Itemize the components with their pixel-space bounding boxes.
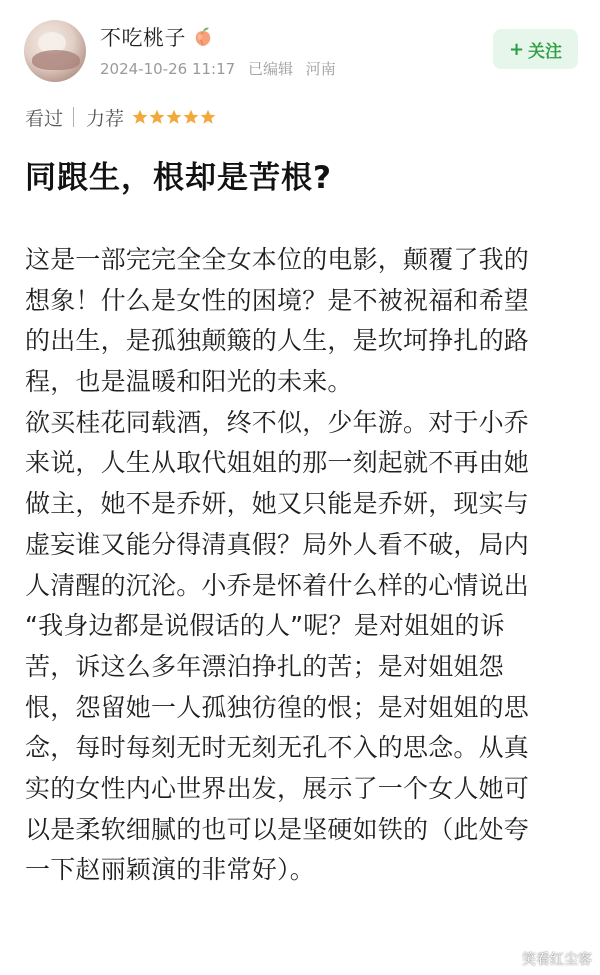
- review-body: [25, 240, 580, 891]
- post-meta: [100, 58, 344, 79]
- body-line: 虚妄谁又能分得清真假？局外人看不破，局内: [25, 529, 530, 559]
- review-title: 同跟生，根却是苦根?: [25, 160, 332, 196]
- body-line: 恨，怨留她一人孤独彷徨的恨；是对姐姐的思: [25, 692, 530, 722]
- rating-row: [25, 103, 217, 131]
- recommend-label: 力荐: [86, 107, 125, 130]
- review-header: [0, 0, 600, 92]
- avatar-shadow: [32, 50, 80, 70]
- body-line: 以是柔软细腻的也可以是坚硬如铁的（此处夸: [25, 814, 530, 844]
- star-icon: [166, 109, 182, 125]
- star-icon: [183, 109, 199, 125]
- body-line: 这是一部完完全全女本位的电影，颠覆了我的: [25, 245, 530, 274]
- body-line: 人清醒的沉沦。小乔是怀着什么样的心情说出: [25, 570, 530, 600]
- body-line: “我身边都是说假话的人”呢？是对姐姐的诉: [25, 611, 505, 641]
- location-label: 河南: [305, 60, 336, 78]
- star-icon: [149, 109, 165, 125]
- user-avatar[interactable]: [24, 20, 86, 82]
- watched-status: 看过: [25, 107, 64, 130]
- plus-icon: +: [508, 38, 525, 60]
- post-date: 2024-10-26 11:17: [100, 60, 236, 78]
- star-icon: [200, 109, 216, 125]
- body-line: 来说，人生从取代姐姐的那一刻起就不再由她: [25, 448, 530, 478]
- body-line: 苦，诉这么多年漂泊挣扎的苦；是对姐姐怨: [25, 651, 504, 681]
- edited-label: 已编辑: [247, 60, 293, 78]
- follow-button[interactable]: [493, 29, 578, 69]
- star-icon: [132, 109, 148, 125]
- username[interactable]: 不吃桃子: [100, 26, 186, 50]
- username-row: [100, 22, 214, 52]
- body-line: 想象！什么是女性的困境？是不被祝福和希望: [25, 285, 530, 315]
- star-rating: [132, 109, 217, 125]
- body-line: 程，也是温暖和阳光的未来。: [25, 367, 353, 397]
- rating-divider: [73, 107, 74, 127]
- follow-label: 关注: [528, 41, 563, 62]
- body-line: 欲买桂花同载酒，终不似，少年游。对于小乔: [25, 407, 530, 437]
- peach-icon: [192, 26, 214, 48]
- body-line: 念，每时每刻无时无刻无孔不入的思念。从真: [25, 733, 530, 763]
- body-line: 一下赵丽颖演的非常好）。: [25, 855, 315, 885]
- watermark: 笑看红尘客: [522, 952, 592, 968]
- body-line: 做主，她不是乔妍，她又只能是乔妍，现实与: [25, 489, 530, 519]
- body-line: 的出生，是孤独颠簸的人生，是坎坷挣扎的路: [25, 326, 530, 356]
- body-line: 实的女性内心世界出发，展示了一个女人她可: [25, 773, 530, 803]
